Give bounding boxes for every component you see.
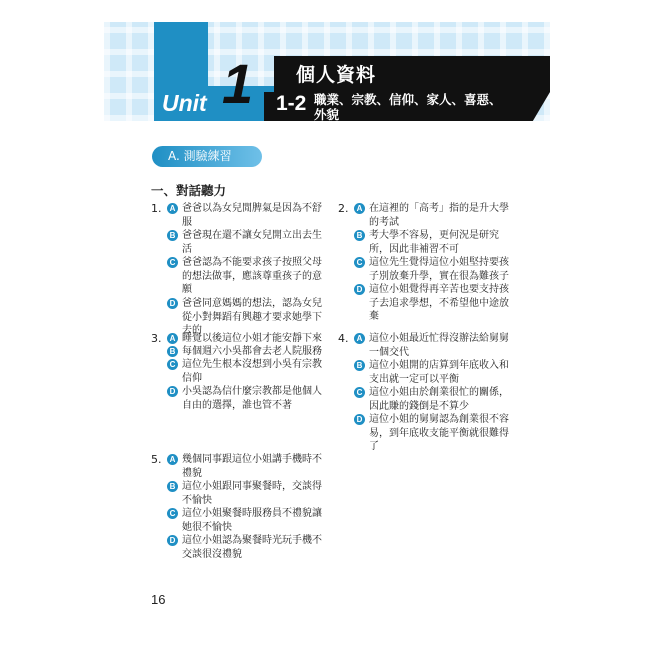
option-letter-badge: D: [167, 535, 178, 546]
option-text: 爸爸同意媽媽的想法，認為女兒從小對舞蹈有興趣才要求她學下去的: [182, 298, 322, 336]
page-number: 16: [151, 592, 166, 607]
option-text: 爸爸現在還不讓女兒開立出去生活: [182, 230, 322, 255]
option-letter-badge: C: [354, 387, 365, 398]
option-letter-badge: B: [354, 360, 365, 371]
option-text: 這位小姐認為聚餐時光玩手機不交談很沒禮貌: [182, 535, 322, 560]
option-text: 爸爸以為女兒閒脾氣是因為不舒服: [182, 203, 322, 228]
lesson-title: 職業、宗教、信仰、家人、喜惡、外貌: [314, 92, 502, 121]
option-text: 小吳認為信什麼宗教都是他個人自由的選擇，誰也管不著: [182, 386, 322, 411]
option-text: 每個週六小吳都會去老人院服務: [182, 346, 322, 357]
unit-banner: [104, 22, 550, 121]
option-text: 這位小姐開的店算到年底收入和支出就一定可以平衡: [369, 360, 509, 385]
section-heading: 一、對話聽力: [151, 183, 227, 198]
option-text: 這位先生覺得這位小姐堅持要孩子別放棄升學，實在很為難孩子: [369, 257, 509, 282]
option-text: 這位小姐的舅舅認為創業很不容易，到年底收支能平衡就很難得了: [369, 414, 509, 452]
question-2: [338, 202, 513, 322]
question-number: 2.: [338, 202, 349, 215]
question-1: [151, 202, 326, 336]
unit-title: 個人資料: [296, 64, 377, 86]
option-letter-badge: B: [167, 230, 178, 241]
option-text: 這位小姐跟同事聚餐時，交談得不愉快: [182, 481, 322, 506]
question-5: [151, 453, 326, 568]
question-number: 1.: [151, 202, 162, 215]
option-letter-badge: C: [167, 257, 178, 268]
option-letter-badge: C: [167, 508, 178, 519]
option-letter-badge: A: [167, 203, 178, 214]
option-text: 這位先生根本沒想到小吳有宗教信仰: [182, 359, 322, 384]
option-text: 這位小姐最近忙得沒辦法給舅舅一個交代: [369, 333, 509, 358]
option-letter-badge: B: [167, 481, 178, 492]
option-letter-badge: A: [354, 333, 365, 344]
option-letter-badge: D: [167, 386, 178, 397]
option-text: 在這裡的「高考」指的是升大學的考試: [369, 203, 509, 228]
unit-word: Unit: [162, 90, 207, 116]
option-letter-badge: C: [167, 359, 178, 370]
unit-number: 1: [222, 52, 254, 115]
option-text: 睡覺以後這位小姐才能安靜下來: [182, 333, 322, 344]
option-text: 爸爸認為不能要求孩子按照父母的想法做事，應該尊重孩子的意願: [182, 257, 322, 295]
question-4: [338, 332, 513, 452]
option-text: 幾個同事跟這位小姐講手機時不禮貌: [182, 454, 322, 479]
option-text: 這位小姐由於創業很忙的關係，因此賺的錢倒是不算少: [369, 387, 509, 412]
option-letter-badge: D: [354, 284, 365, 295]
option-text: 這位小姐覺得再辛苦也要支持孩子去追求學想，不希望他中途放棄: [369, 284, 509, 322]
option-letter-badge: D: [354, 414, 365, 425]
question-number: 4.: [338, 332, 349, 345]
lesson-number: 1-2: [276, 92, 307, 115]
option-letter-badge: A: [167, 333, 178, 344]
option-letter-badge: C: [354, 257, 365, 268]
option-letter-badge: D: [167, 298, 178, 309]
section-tag: A. 測驗練習: [152, 146, 262, 167]
question-3: [151, 332, 326, 432]
option-letter-badge: A: [354, 203, 365, 214]
option-text: 考大學不容易，更何況是研究所，因此非補習不可: [369, 230, 499, 255]
option-letter-badge: A: [167, 454, 178, 465]
option-text: 這位小姐聚餐時服務員不禮貌讓她很不愉快: [182, 508, 322, 533]
question-number: 5.: [151, 453, 162, 466]
question-number: 3.: [151, 332, 162, 345]
option-letter-badge: B: [354, 230, 365, 241]
option-letter-badge: B: [167, 346, 178, 357]
